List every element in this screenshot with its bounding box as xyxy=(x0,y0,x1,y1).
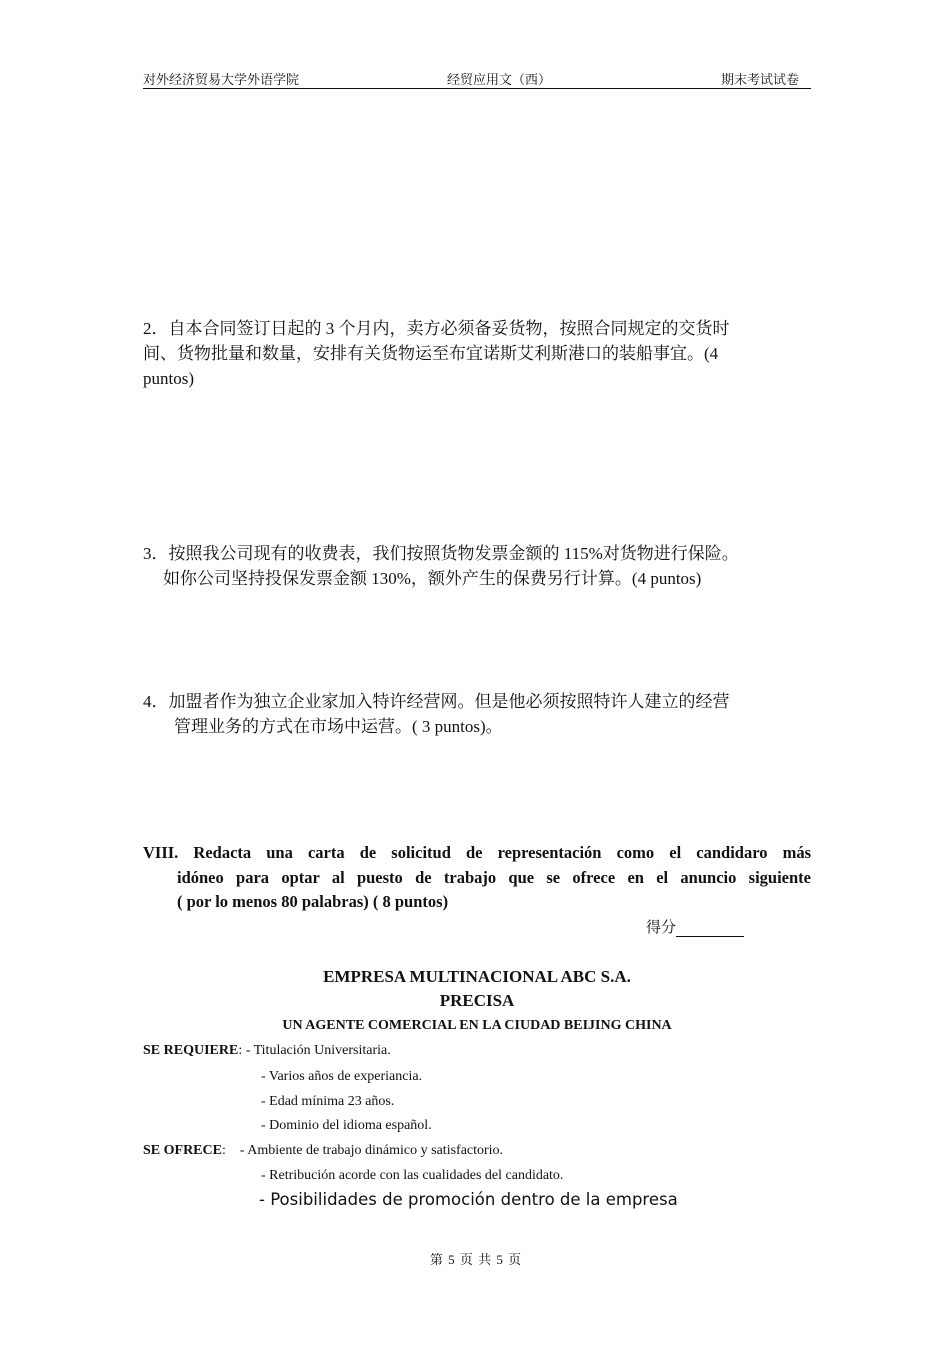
question-2-line-3: puntos) xyxy=(143,369,194,388)
question-3-line-1: 3．按照我公司现有的收费表，我们按照货物发票金额的 115%对货物进行保险。 xyxy=(143,544,739,563)
page-header xyxy=(143,68,811,89)
header-exam: 期末考试试卷 xyxy=(720,72,799,87)
section-viii-line-3: ( por lo menos 80 palabras) ( 8 puntos) xyxy=(177,892,449,911)
ad-company: EMPRESA MULTINACIONAL ABC S.A. xyxy=(323,967,631,986)
question-4-line-2: 管理业务的方式在市场中运营。( 3 puntos)。 xyxy=(174,717,503,736)
question-2 xyxy=(143,316,811,391)
ad-requiere-row: SE REQUIERE: - Titulación Universitaria. xyxy=(143,1043,391,1058)
ad-ofrece-item: - Retribución acorde con las cualidades del candidato. xyxy=(261,1168,564,1183)
score-field xyxy=(646,916,744,937)
ad-requiere-item: - Varios años de experiancia. xyxy=(261,1069,423,1084)
ad-ofrece-item: - Ambiente de trabajo dinámico y satisfactorio. xyxy=(239,1143,504,1158)
ad-requiere-label: SE REQUIERE xyxy=(143,1043,239,1058)
ad-position: UN AGENTE COMERCIAL EN LA CIUDAD BEIJING CHINA xyxy=(282,1018,672,1033)
ad-precisa: PRECISA xyxy=(439,991,515,1010)
score-label: 得分 xyxy=(646,920,677,936)
page-footer: 第 5 页 共 5 页 xyxy=(429,1252,523,1267)
question-3 xyxy=(143,541,811,591)
question-2-line-1: 2．自本合同签订日起的 3 个月内，卖方必须备妥货物，按照合同规定的交货时 xyxy=(143,319,730,338)
ad-ofrece-row: SE OFRECE: - Ambiente de trabajo dinámico y satisfactorio. xyxy=(143,1143,504,1158)
ad-requiere-item: - Titulación Universitaria. xyxy=(245,1043,391,1058)
question-3-line-2: 如你公司坚持投保发票金额 130%，额外产生的保费另行计算。(4 puntos) xyxy=(163,569,702,588)
question-2-line-2: 间、货物批量和数量，安排有关货物运至布宜诺斯艾利斯港口的装船事宜。(4 xyxy=(143,344,719,363)
ad-requiere-item: - Edad mínima 23 años. xyxy=(261,1094,395,1109)
section-viii-line-1: VIII. Redacta una carta de solicitud de representación como el candidaro más xyxy=(143,843,811,862)
section-viii-prompt xyxy=(143,841,811,915)
ad-ofrece-label: SE OFRECE xyxy=(143,1143,222,1158)
header-school: 对外经济贸易大学外语学院 xyxy=(143,72,300,87)
ad-requiere-item: - Dominio del idioma español. xyxy=(261,1118,432,1133)
header-course: 经贸应用文（西） xyxy=(447,72,552,87)
question-4 xyxy=(143,689,811,739)
question-4-line-1: 4．加盟者作为独立企业家加入特许经营网。但是他必须按照特许人建立的经营 xyxy=(143,692,730,711)
ad-ofrece-item: - Posibilidades de promoción dentro de la empresa xyxy=(259,1190,678,1209)
score-blank xyxy=(676,920,744,937)
section-viii-line-2: idóneo para optar al puesto de trabajo que se ofrece en el anuncio siguiente xyxy=(177,867,811,887)
